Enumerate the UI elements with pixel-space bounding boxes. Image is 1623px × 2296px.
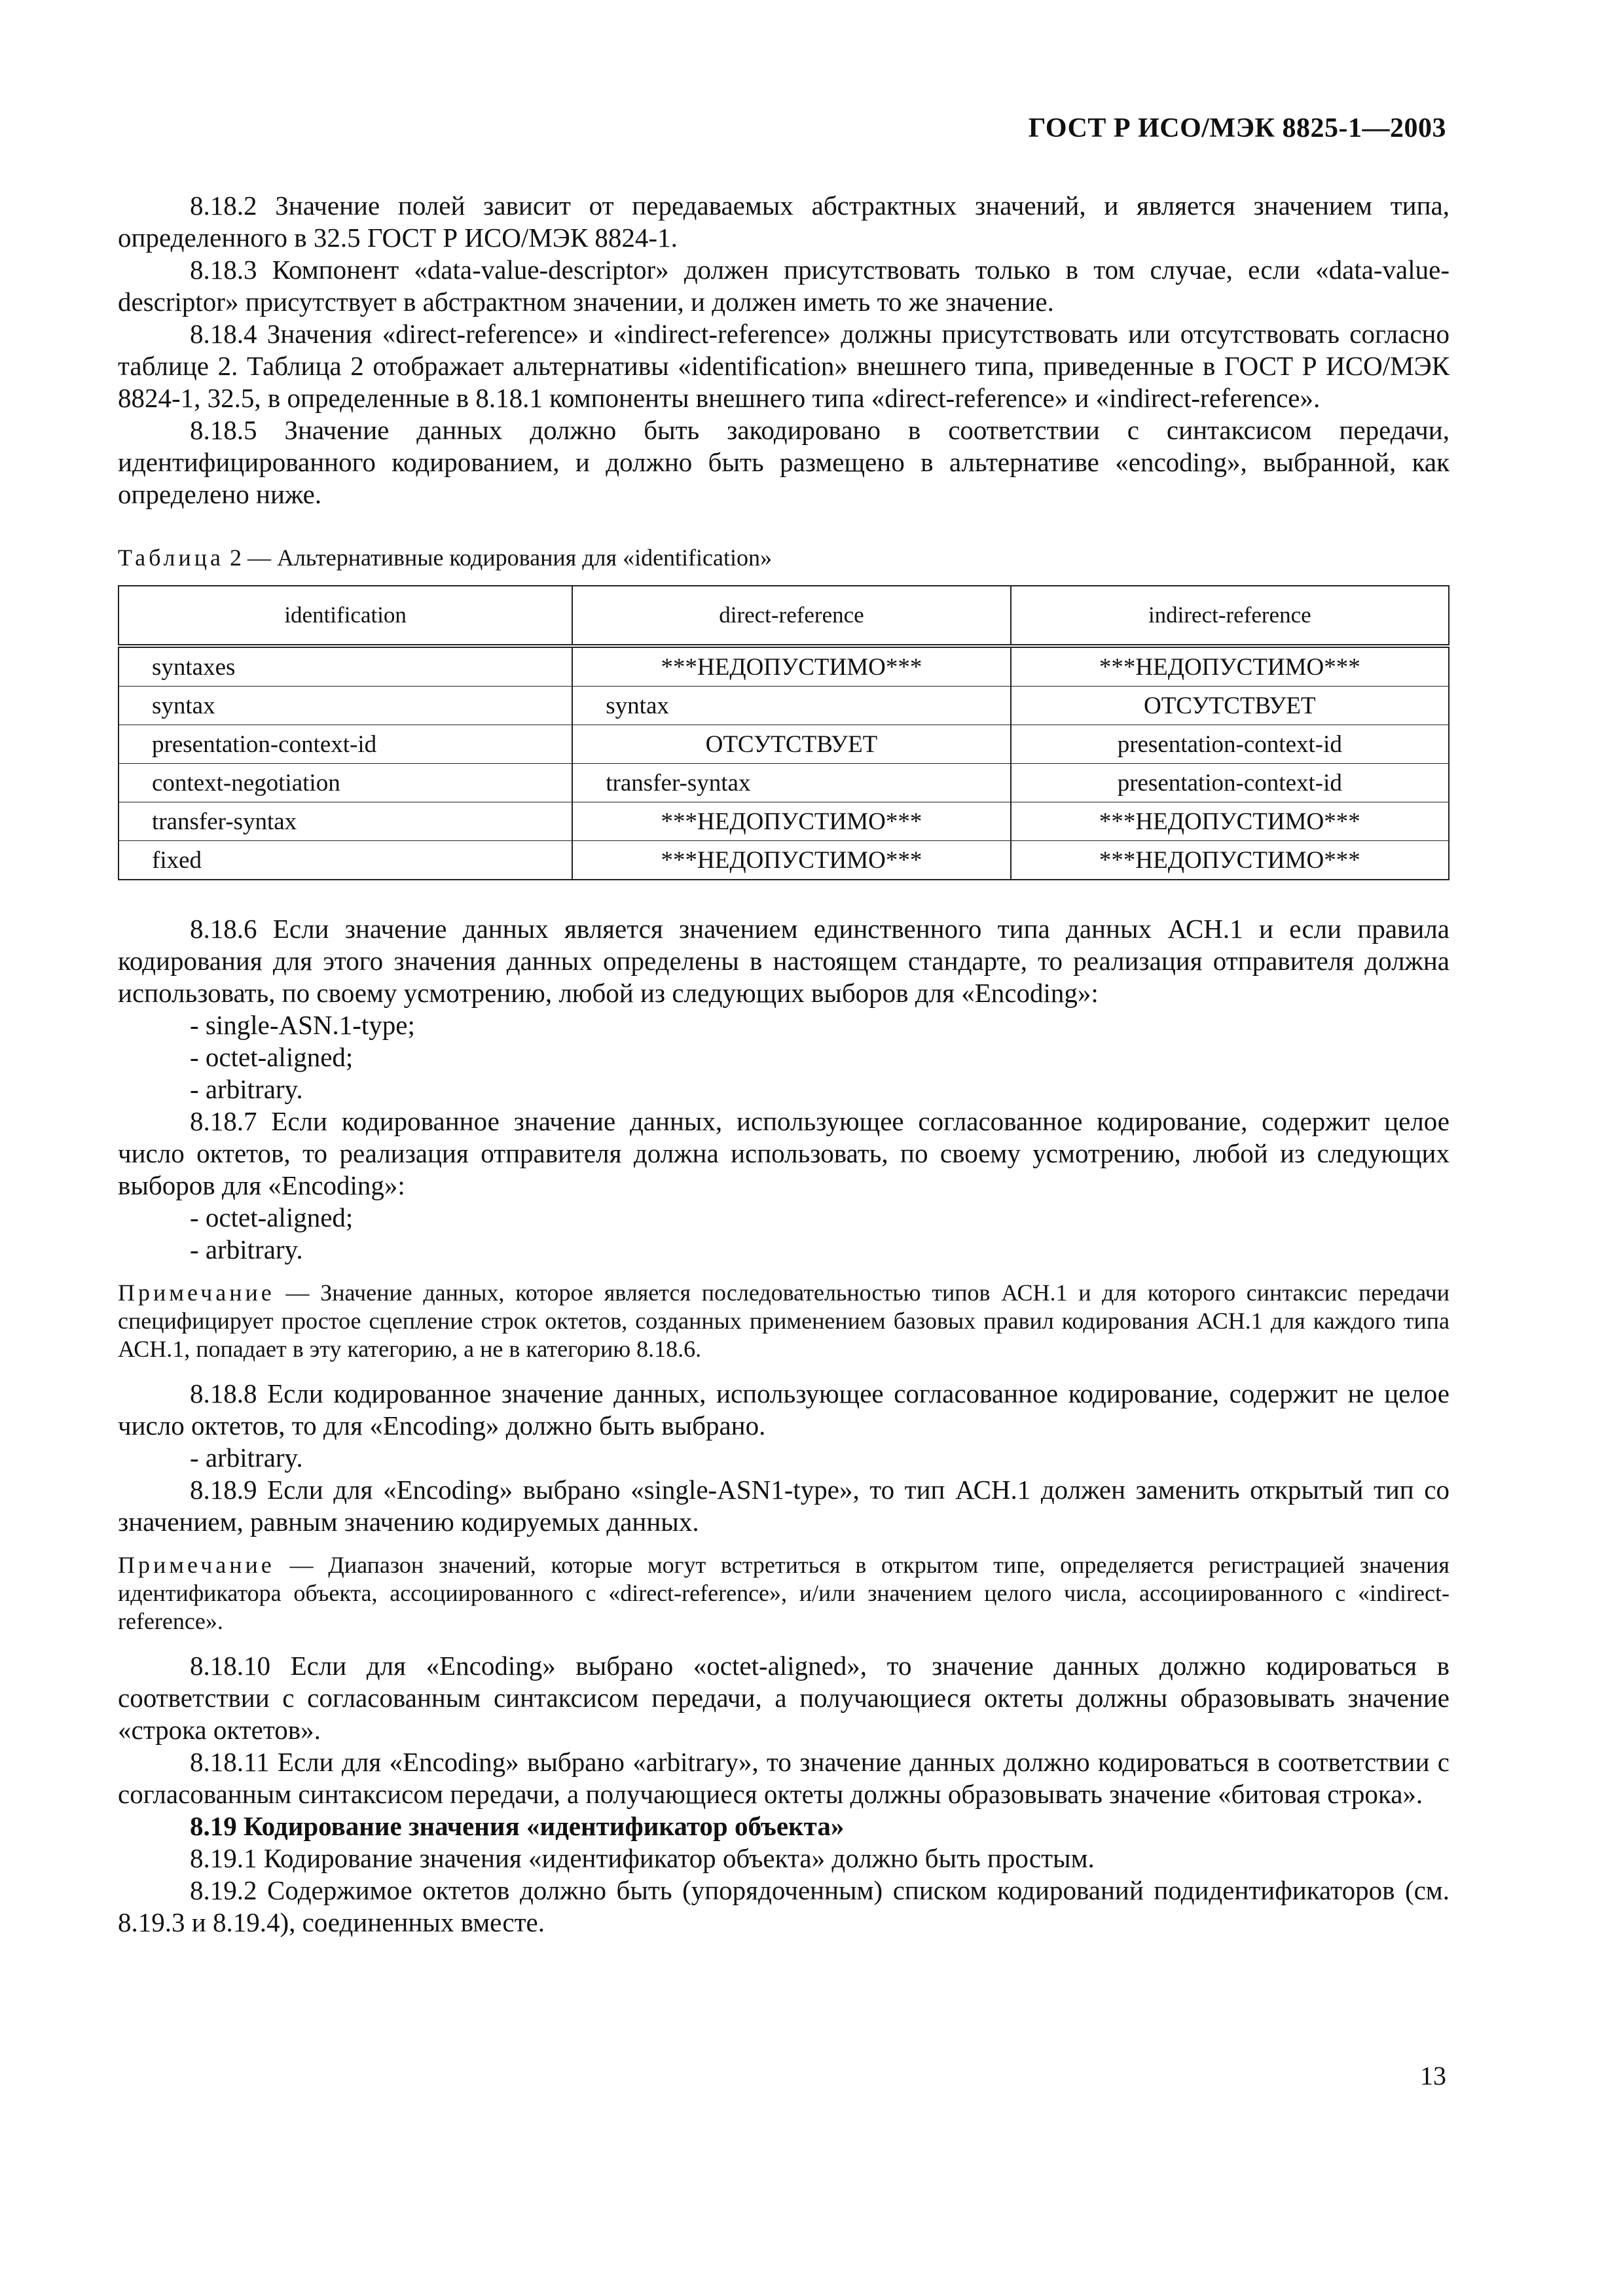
paragraph-8-18-6: 8.18.6 Если значение данных является значением единственного типа данных АСН.1 и если правила кодирования для этого значения данных определены в настоящем стандарте, то реализация отправителя должна использовать, по своему усмотрению, любой из следующих выборов для «Encoding»: [118,914,1450,1008]
paragraph-8-18-3: 8.18.3 Компонент «data-value-descriptor» должен присутствовать только в том случае, если «data-value-descriptor» присутствует в абстрактном значении, и должен иметь то же значение. [118,255,1450,317]
table-cell: presentation-context-id [1011,764,1449,802]
table-cell: ***НЕДОПУСТИМО*** [572,646,1010,687]
list-item: - arbitrary. [190,1074,303,1104]
table-cell: transfer-syntax [119,802,572,841]
note-label: Примечание [118,1552,275,1578]
page-number: 13 [1420,2061,1446,2090]
list-item: - arbitrary. [190,1234,303,1265]
identification-table [118,585,1450,880]
table-header-cell: indirect-reference [1011,586,1449,646]
document-header: ГОСТ Р ИСО/МЭК 8825-1—2003 [1028,113,1446,143]
table-caption-label: Таблица [118,545,224,571]
note-text: — Значение данных, которое является последовательностью типов АСН.1 и для которого синтаксис передачи специфицирует простое сцепление строк октетов, созданных применением базовых правил кодирования АСН.1 для каждого типа АСН.1, попадает в эту категорию, а не в категорию 8.18.6. [118,1280,1450,1362]
table-cell: ОТСУТСТВУЕТ [1011,687,1449,725]
list-item: - arbitrary. [190,1443,303,1473]
paragraph-8-18-10: 8.18.10 Если для «Encoding» выбрано «octet-aligned», то значение данных должно кодироваться в соответствии с согласованным синтаксисом передачи, а получающиеся октеты должны образовывать значение «строка октетов». [118,1651,1450,1745]
table-row [119,764,1449,802]
table-cell: presentation-context-id [1011,725,1449,764]
table-row [119,646,1449,687]
paragraph-8-18-4: 8.18.4 Значения «direct-reference» и «indirect-reference» должны присутствовать или отсутствовать согласно таблице 2. Таблица 2 отображает альтернативы «identification» внешнего типа, приведенные в ГОСТ Р ИСО/МЭК 8824-1, 32.5, в определенные в 8.18.1 компоненты внешнего типа «direct-reference» и «indirect-reference». [118,319,1450,413]
table-cell: ***НЕДОПУСТИМО*** [1011,646,1449,687]
table-cell: transfer-syntax [572,764,1010,802]
note-label: Примечание [118,1280,275,1306]
paragraph-8-18-2: 8.18.2 Значение полей зависит от передаваемых абстрактных значений, и является значением типа, определенного в 32.5 ГОСТ Р ИСО/МЭК 8824-1. [118,190,1450,253]
table-cell: ОТСУТСТВУЕТ [572,725,1010,764]
table-cell: syntax [119,687,572,725]
table-cell: ***НЕДОПУСТИМО*** [1011,802,1449,841]
table-cell: ***НЕДОПУСТИМО*** [1011,841,1449,880]
note-text: — Диапазон значений, которые могут встретиться в открытом типе, определяется регистрацией значения идентификатора объекта, ассоциированного с «direct-reference», и/или значением целого числа, ассоциированного с «indirect-reference». [118,1552,1450,1634]
paragraph-8-18-5: 8.18.5 Значение данных должно быть закодировано в соответствии с синтаксисом передачи, идентифицированного кодированием, и должно быть размещено в альтернативе «encoding», выбранной, как определено ниже. [118,415,1450,509]
paragraph-8-18-8: 8.18.8 Если кодированное значение данных, использующее согласованное кодирование, содержит не целое число октетов, то для «Encoding» должно быть выбрано. [118,1378,1450,1441]
table-caption-text: 2 — Альтернативные кодирования для «identification» [229,545,773,571]
note-1 [118,1279,1450,1363]
table-header-cell: direct-reference [572,586,1010,646]
table-row [119,841,1449,880]
table-cell: syntaxes [119,646,572,687]
table-cell: context-negotiation [119,764,572,802]
paragraph-8-19-2: 8.19.2 Содержимое октетов должно быть (упорядоченным) списком кодирований подидентификаторов (см. 8.19.3 и 8.19.4), соединенных вместе. [118,1875,1450,1937]
table-cell: fixed [119,841,572,880]
table-row [119,687,1449,725]
list-item: - single-ASN.1-type; [190,1010,415,1040]
table-row [119,725,1449,764]
table-cell: ***НЕДОПУСТИМО*** [572,841,1010,880]
table-cell: ***НЕДОПУСТИМО*** [572,802,1010,841]
table-cell: syntax [572,687,1010,725]
table-header-row [119,586,1449,646]
table-cell: presentation-context-id [119,725,572,764]
paragraph-8-19-1: 8.19.1 Кодирование значения «идентификатор объекта» должно быть простым. [190,1843,1095,1873]
table-caption [118,543,1450,572]
list-item: - octet-aligned; [190,1042,354,1072]
page-content [118,190,1450,1939]
table-row [119,802,1449,841]
paragraph-8-18-11: 8.18.11 Если для «Encoding» выбрано «arbitrary», то значение данных должно кодироваться в соответствии с согласованным синтаксисом передачи, а получающиеся октеты должны образовывать значение «битовая строка». [118,1747,1450,1809]
note-2 [118,1551,1450,1636]
section-heading-8-19: 8.19 Кодирование значения «идентификатор объекта» [190,1811,845,1841]
paragraph-8-18-9: 8.18.9 Если для «Encoding» выбрано «single-ASN1-type», то тип АСН.1 должен заменить открытый тип со значением, равным значению кодируемых данных. [118,1475,1450,1537]
table-header-cell: identification [119,586,572,646]
paragraph-8-18-7: 8.18.7 Если кодированное значение данных, использующее согласованное кодирование, содержит целое число октетов, то реализация отправителя должна использовать, по своему усмотрению, любой из следующих выборов для «Encoding»: [118,1106,1450,1200]
list-item: - octet-aligned; [190,1202,354,1232]
